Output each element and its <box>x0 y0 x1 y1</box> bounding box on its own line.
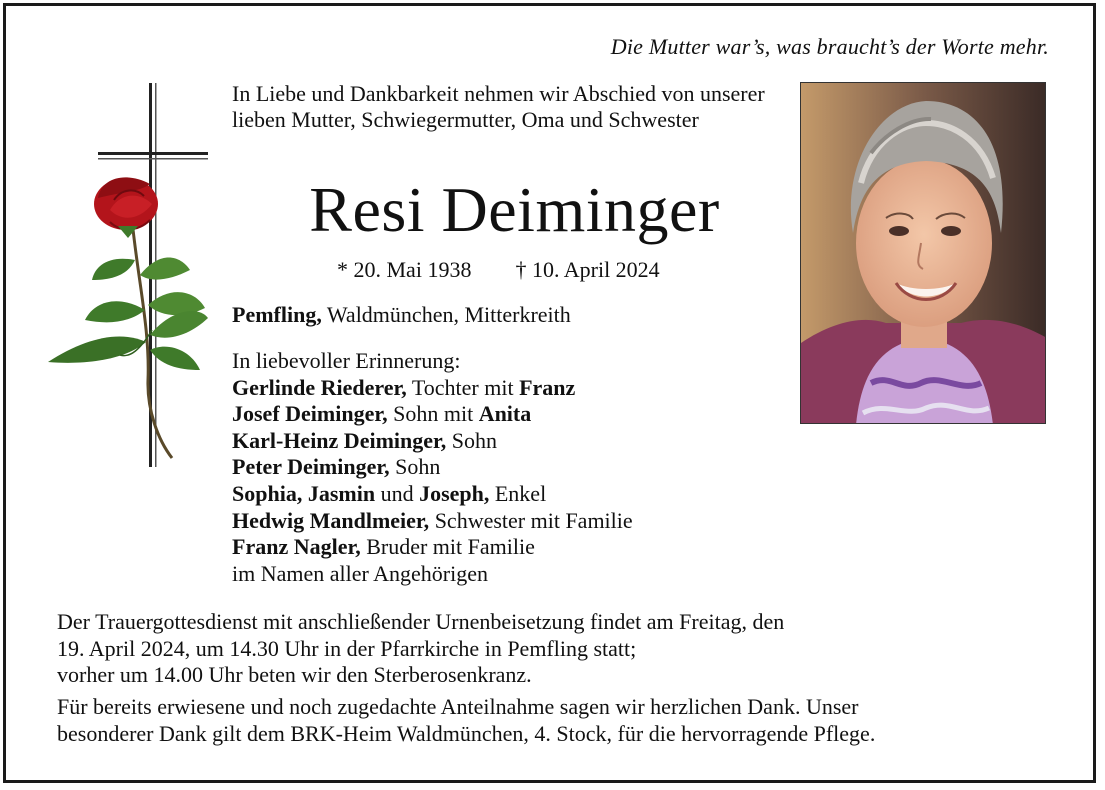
mourner-name: Joseph, <box>419 480 490 506</box>
place-others: Waldmünchen, Mitterkreith <box>321 302 571 327</box>
mourner-relation: Enkel <box>489 480 547 506</box>
mourner-name: Josef Deiminger, <box>232 401 388 427</box>
service-line: Der Trauergottesdienst mit anschließender Urnenbeisetzung findet am Freitag, den <box>57 609 785 634</box>
life-dates <box>337 257 660 283</box>
mourner-row <box>232 481 633 508</box>
death-date: † 10. April 2024 <box>515 257 660 282</box>
mourner-relation: Tochter mit <box>406 374 520 400</box>
mourner-name: Anita <box>478 401 532 427</box>
mourner-list <box>232 375 633 588</box>
place-primary: Pemfling, <box>232 302 322 327</box>
mourner-relation: und <box>375 480 420 506</box>
mourner-relation: Schwester mit Familie <box>429 507 633 533</box>
mourner-relation: Sohn <box>389 454 441 480</box>
mourners-heading: In liebevoller Erinnerung: <box>232 348 461 373</box>
thanks-line: besonderer Dank gilt dem BRK-Heim Waldmünchen, 4. Stock, für die hervorragende Pflege. <box>57 720 876 746</box>
service-line: vorher um 14.00 Uhr beten wir den Sterberosenkranz. <box>57 662 532 687</box>
thanks-line: Für bereits erwiesene und noch zugedachte Anteilnahme sagen wir herzlichen Dank. Unser <box>57 694 859 719</box>
mourner-row <box>232 454 633 481</box>
motto-quote: Die Mutter war’s, was braucht’s der Worte mehr. <box>610 34 1049 59</box>
mourner-row <box>232 401 633 428</box>
mourner-name: Hedwig Mandlmeier, <box>232 507 430 533</box>
mourner-name: Gerlinde Riederer, <box>232 374 407 400</box>
mourner-name: Karl-Heinz Deiminger, <box>232 427 447 453</box>
portrait-photo <box>800 82 1046 424</box>
mourner-relation: im Namen aller Angehörigen <box>232 560 488 586</box>
thanks-text <box>57 694 1057 747</box>
mourner-relation: Bruder mit Familie <box>360 534 535 560</box>
mourner-row <box>232 561 633 588</box>
mourner-row <box>232 375 633 402</box>
deceased-name: Resi Deiminger <box>309 174 720 245</box>
mourner-row <box>232 508 633 535</box>
mourner-relation: Sohn <box>446 427 498 453</box>
mourners-section <box>232 348 633 587</box>
mourner-name: Sophia, Jasmin <box>232 480 376 506</box>
intro-text: In Liebe und Dankbarkeit nehmen wir Abschied von unserer lieben Mutter, Schwiegermutter, Oma und Schwester <box>232 81 765 132</box>
mourner-name: Franz Nagler, <box>232 534 361 560</box>
mourner-name: Franz <box>519 374 576 400</box>
birth-date: * 20. Mai 1938 <box>337 257 472 282</box>
mourner-row <box>232 428 633 455</box>
service-line: 19. April 2024, um 14.30 Uhr in der Pfarrkirche in Pemfling statt; <box>57 635 637 661</box>
mourner-row <box>232 534 633 561</box>
places <box>232 302 571 328</box>
service-info <box>57 609 1057 689</box>
mourner-relation: Sohn mit <box>387 401 479 427</box>
mourner-name: Peter Deiminger, <box>232 454 390 480</box>
rose-icon <box>48 177 208 458</box>
cross-rose-graphic <box>40 80 215 475</box>
